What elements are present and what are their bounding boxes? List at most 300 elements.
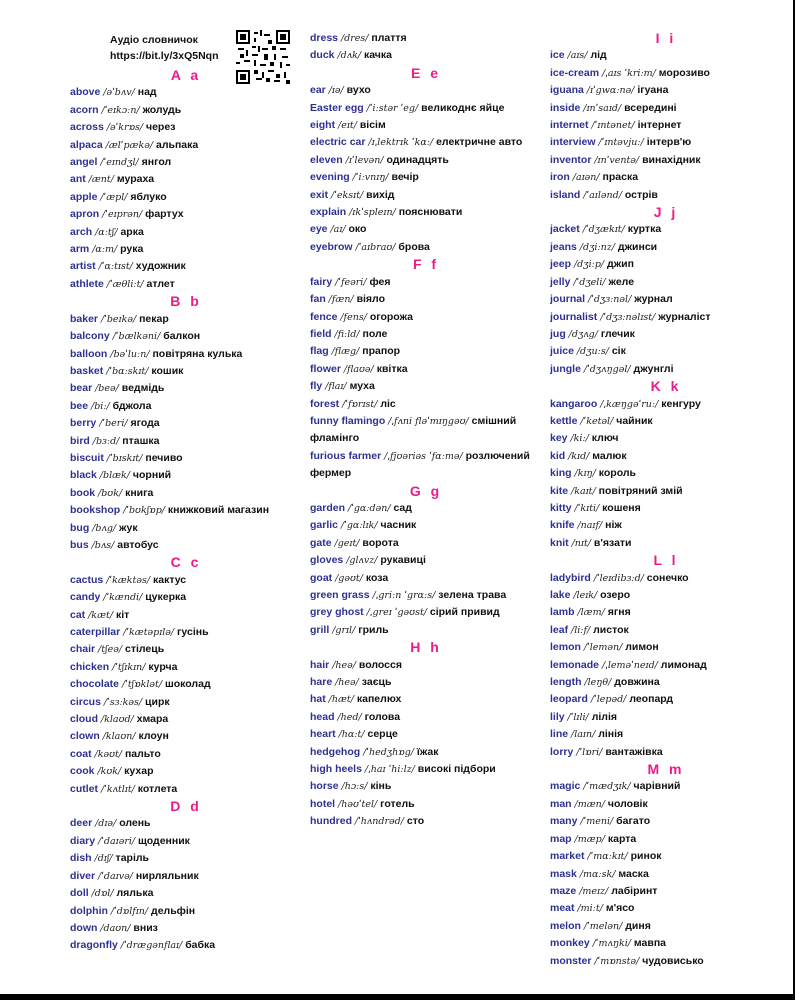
entry-word: doll <box>70 887 89 900</box>
entry-translation: джунглі <box>633 362 674 375</box>
entry-transcription: /ˌaɪs ˈkriːm/ <box>601 67 656 79</box>
entry-word: diary <box>70 834 96 847</box>
entry-transcription: /ˈgɑːdən/ <box>347 502 391 514</box>
entry-translation: лід <box>590 49 607 62</box>
dictionary-entry <box>70 868 302 885</box>
entry-transcription: /eɪt/ <box>338 120 357 132</box>
entry-word: internet <box>550 119 589 132</box>
entry-word: high heels <box>310 763 362 776</box>
entry-translation: їжак <box>416 745 439 758</box>
entry-word: market <box>550 850 585 863</box>
dictionary-entry <box>550 134 782 151</box>
entry-transcription: /bʌs/ <box>91 539 115 551</box>
entry-word: maze <box>550 884 577 897</box>
dictionary-entry <box>550 570 782 587</box>
dictionary-entry <box>550 778 782 795</box>
entry-word: cloud <box>70 713 98 726</box>
entry-translation: сонечко <box>646 571 689 584</box>
entry-translation: стілець <box>125 643 165 656</box>
qr-code-icon <box>236 30 290 84</box>
entry-word: athlete <box>70 277 104 290</box>
entry-word: field <box>310 327 332 340</box>
entry-transcription: /ˈkætəpɪlə/ <box>123 627 175 638</box>
entry-word: deer <box>70 817 93 830</box>
entry-word: ant <box>70 173 86 186</box>
entry-word: biscuit <box>70 451 104 464</box>
entry-transcription: /ˈdrægənflaɪ/ <box>120 940 183 952</box>
entry-transcription: /hed/ <box>337 711 362 723</box>
entry-translation: заєць <box>361 676 392 689</box>
entry-translation: цукерка <box>145 591 187 604</box>
entry-translation: повітряна кулька <box>152 347 243 360</box>
entry-translation: в'язати <box>593 536 632 549</box>
entry-word: electric car <box>310 136 366 149</box>
entry-word: jeans <box>550 240 577 253</box>
entry-transcription: /ælˈpækə/ <box>105 139 154 151</box>
entry-transcription: /ˈmɑːkɪt/ <box>587 851 628 863</box>
entry-translation: гусінь <box>177 626 209 638</box>
entry-transcription: /ˈlemən/ <box>583 642 623 654</box>
entry-translation: чайник <box>616 414 653 427</box>
entry-word: kid <box>550 449 566 462</box>
entry-translation: м'ясо <box>605 902 635 915</box>
entry-transcription: /ˈbælkəni/ <box>112 331 161 343</box>
entry-translation: пояснювати <box>398 206 463 219</box>
entry-word: jungle <box>550 362 581 375</box>
entry-transcription: /kaɪt/ <box>571 485 596 497</box>
entry-translation: вантажівка <box>605 745 663 758</box>
entry-transcription: /nɪt/ <box>571 537 591 549</box>
dictionary-entry <box>70 833 302 850</box>
dictionary-entry <box>70 694 302 711</box>
entry-transcription: /ˌfʌni fləˈmɪŋgəʊ/ <box>388 415 469 427</box>
dictionary-entry <box>70 676 302 693</box>
dictionary-entry <box>550 587 782 604</box>
entry-word: knit <box>550 536 569 549</box>
entry-translation: довжина <box>614 676 660 689</box>
entry-transcription: /blæk/ <box>99 470 130 482</box>
entry-translation: маска <box>618 867 649 880</box>
dictionary-entry <box>550 848 782 865</box>
entry-translation: книга <box>125 486 154 499</box>
entry-word: lorry <box>550 745 574 758</box>
dictionary-entry <box>310 326 542 343</box>
dictionary-entry <box>310 674 542 691</box>
entry-word: eight <box>310 119 336 132</box>
dictionary-entry <box>550 465 782 482</box>
letter-heading: H h <box>410 639 442 656</box>
entry-word: bee <box>70 399 89 412</box>
entry-translation: квітка <box>376 362 408 375</box>
dictionary-entry <box>310 82 542 99</box>
audio-dictionary-link[interactable]: https://bit.ly/3xQ5Nqn <box>110 50 219 62</box>
entry-translation: ведмідь <box>121 382 165 395</box>
entry-transcription: /ˈberi/ <box>99 418 128 430</box>
entry-transcription: /ˈdʒɜːnəl/ <box>587 294 632 306</box>
entry-transcription: /flaʊə/ <box>343 363 374 375</box>
entry-transcription: /həʊˈtel/ <box>338 798 378 810</box>
entry-word: fly <box>310 380 323 393</box>
dictionary-entry <box>70 311 302 328</box>
entry-word: alpaca <box>70 138 103 151</box>
entry-translation: лимонад <box>660 658 707 671</box>
entry-word: interview <box>550 136 596 149</box>
entry-word: lemonade <box>550 658 600 671</box>
entry-translation: розлючений фермер <box>310 449 530 480</box>
entry-translation: клоун <box>138 730 169 743</box>
entry-word: clown <box>70 730 100 743</box>
audio-dictionary-title: Аудіо словничок <box>110 34 198 46</box>
entry-translation: журналіст <box>658 310 711 323</box>
entry-translation: плаття <box>371 32 407 44</box>
entry-transcription: /kiː/ <box>570 433 589 445</box>
entry-word: cutlet <box>70 782 99 795</box>
entry-transcription: /daʊn/ <box>100 922 131 934</box>
dictionary-entry <box>310 30 542 47</box>
entry-transcription: /ɪˈgwɑːnə/ <box>586 85 635 97</box>
entry-translation: вісім <box>359 119 386 132</box>
dictionary-entry <box>550 256 782 273</box>
entry-translation: желе <box>608 275 635 288</box>
entry-word: bus <box>70 538 89 551</box>
entry-translation: голова <box>364 710 401 723</box>
entry-translation: ягода <box>130 417 160 430</box>
entry-word: baker <box>70 312 99 325</box>
entry-word: green grass <box>310 589 370 601</box>
entry-word: hair <box>310 658 330 671</box>
dictionary-entry <box>70 920 302 937</box>
entry-translation: таріль <box>115 852 149 865</box>
dictionary-entry <box>310 100 542 117</box>
entry-transcription: /liːf/ <box>571 624 591 636</box>
entry-word: apron <box>70 208 100 221</box>
entry-transcription: /ɪnˈsaɪd/ <box>583 102 622 114</box>
entry-word: man <box>550 797 572 810</box>
dictionary-entry <box>310 291 542 308</box>
entry-word: journal <box>550 293 586 306</box>
entry-translation: вихід <box>366 188 395 201</box>
header-block <box>70 30 302 67</box>
entry-word: garden <box>310 501 346 514</box>
dictionary-entry <box>70 328 302 345</box>
letter-heading: L l <box>653 552 679 569</box>
entry-transcription: /naɪf/ <box>577 520 603 532</box>
entry-translation: ніж <box>605 519 622 532</box>
entry-transcription: /ˈiːstər ˈeg/ <box>366 102 419 114</box>
entry-word: eye <box>310 223 328 236</box>
dictionary-entry <box>310 361 542 378</box>
entry-translation: віяло <box>356 293 386 306</box>
entry-word: book <box>70 486 96 499</box>
dictionary-entry <box>550 639 782 656</box>
entry-translation: художник <box>135 260 186 273</box>
dictionary-entry <box>550 674 782 691</box>
entry-word: diver <box>70 869 96 882</box>
entry-translation: ринок <box>630 850 662 863</box>
letter-heading: J j <box>653 204 679 221</box>
entry-transcription: /dʒuːs/ <box>576 346 609 358</box>
dictionary-entry <box>550 691 782 708</box>
entry-transcription: /mæn/ <box>574 798 605 810</box>
dictionary-entry <box>550 796 782 813</box>
entry-transcription: /ˈleɪdibɜːd/ <box>593 572 644 584</box>
entry-transcription: /ˈfɒrɪst/ <box>342 398 378 410</box>
entry-transcription: /ˈeɪprən/ <box>102 209 143 221</box>
entry-word: balloon <box>70 347 108 360</box>
entry-word: hedgehog <box>310 745 361 758</box>
entry-transcription: /kɪd/ <box>568 450 590 462</box>
entry-word: balcony <box>70 330 110 343</box>
entry-translation: чоловік <box>607 797 648 810</box>
entry-transcription: /heə/ <box>335 677 359 689</box>
entry-transcription: /miːt/ <box>577 903 603 915</box>
entry-transcription: /ɪkˈspleɪn/ <box>349 207 396 219</box>
entry-transcription: /kɪŋ/ <box>574 468 596 480</box>
entry-transcription: /læm/ <box>577 607 605 619</box>
dictionary-entry <box>310 274 542 291</box>
entry-word: monkey <box>550 937 590 950</box>
entry-transcription: /ˌgreɪ ˈgəʊst/ <box>366 607 427 619</box>
entry-word: grill <box>310 623 330 636</box>
entry-word: cook <box>70 765 95 778</box>
entry-translation: острів <box>624 188 658 201</box>
dictionary-entry <box>310 709 542 726</box>
letter-heading: C c <box>170 554 202 571</box>
entry-transcription: /ˈbɪskɪt/ <box>106 452 143 464</box>
entry-transcription: /klaʊn/ <box>102 731 136 743</box>
dictionary-entry <box>550 657 782 674</box>
entry-transcription: /ˈdʒeli/ <box>573 276 606 288</box>
entry-transcription: /aɪ/ <box>330 224 346 236</box>
entry-translation: брова <box>398 240 430 253</box>
dictionary-entry <box>310 309 542 326</box>
entry-translation: рукавиці <box>380 554 426 567</box>
entry-transcription: /ˈsɜːkəs/ <box>103 696 143 708</box>
entry-translation: кенгуру <box>661 397 701 410</box>
entry-word: chicken <box>70 660 110 673</box>
entry-transcription: /hɔːs/ <box>341 781 368 793</box>
dictionary-entry <box>70 380 302 397</box>
entry-word: kitty <box>550 501 572 514</box>
entry-translation: жук <box>119 521 138 534</box>
entry-translation: високі підбори <box>417 763 496 776</box>
entry-word: funny flamingo <box>310 414 386 427</box>
entry-word: ice <box>550 49 565 62</box>
entry-transcription: /ˈhedʒhɒg/ <box>363 746 414 758</box>
letter-heading: A a <box>170 67 202 83</box>
entry-transcription: /ˌgriːn ˈgrɑːs/ <box>372 590 436 601</box>
entry-translation: багато <box>616 815 651 828</box>
entry-transcription: /ˌfjʊəriəs ˈfɑːmə/ <box>384 450 463 462</box>
dictionary-entry <box>310 535 542 552</box>
entry-transcription: /ɪnˈventə/ <box>594 154 640 166</box>
dictionary-entry <box>310 413 542 448</box>
dictionary-entry <box>310 778 542 795</box>
entry-transcription: /mæp/ <box>574 833 605 845</box>
entry-transcription: /ˈbeɪkə/ <box>100 313 137 325</box>
entry-translation: кінь <box>370 780 392 793</box>
entry-transcription: /ˈɪntəvjuː/ <box>598 137 644 149</box>
entry-translation: серце <box>367 728 398 741</box>
dictionary-entry <box>70 206 302 223</box>
entry-translation: хмара <box>136 713 169 726</box>
entry-transcription: /mɑːsk/ <box>579 868 616 880</box>
entry-transcription: /grɪl/ <box>332 624 356 636</box>
entry-transcription: /bʊk/ <box>98 487 123 499</box>
entry-word: hundred <box>310 815 352 828</box>
entry-transcription: /aɪs/ <box>567 50 588 62</box>
entry-word: bird <box>70 434 90 447</box>
entry-word: kangaroo <box>550 397 598 410</box>
dictionary-entry <box>70 398 302 415</box>
letter-heading: K k <box>650 378 682 395</box>
entry-word: head <box>310 710 335 723</box>
entry-translation: електричне авто <box>436 136 523 149</box>
entry-word: inside <box>550 101 581 114</box>
dictionary-entry <box>550 866 782 883</box>
entry-translation: сто <box>406 815 425 828</box>
entry-translation: кіт <box>115 608 130 621</box>
entry-transcription: /ˈkɪti/ <box>574 502 600 514</box>
dictionary-entry <box>310 796 542 813</box>
entry-translation: джип <box>607 258 634 271</box>
letter-heading: G g <box>409 482 443 499</box>
entry-word: berry <box>70 417 97 430</box>
entry-translation: глечик <box>600 327 635 340</box>
dictionary-entry <box>310 761 542 778</box>
entry-transcription: /ˈlɒri/ <box>576 746 603 758</box>
entry-transcription: /heə/ <box>332 659 356 671</box>
entry-word: juice <box>550 345 574 358</box>
entry-word: hotel <box>310 797 336 810</box>
entry-word: lily <box>550 710 565 723</box>
entry-translation: арка <box>120 225 144 238</box>
entry-transcription: /geɪt/ <box>334 537 360 549</box>
entry-word: flag <box>310 345 329 358</box>
entry-translation: гриль <box>358 623 389 636</box>
entry-translation: фея <box>369 275 391 288</box>
entry-translation: альпака <box>156 138 199 151</box>
dictionary-entry <box>310 117 542 134</box>
entry-word: journalist <box>550 310 598 323</box>
entry-translation: сад <box>393 501 412 514</box>
dictionary-entry <box>70 537 302 554</box>
dictionary-entry <box>310 552 542 569</box>
entry-transcription: /ˈhʌndrəd/ <box>354 816 404 828</box>
entry-translation: праска <box>602 171 639 184</box>
entry-transcription: /ˌkæŋgəˈruː/ <box>600 398 659 410</box>
dictionary-entry <box>70 903 302 920</box>
dictionary-entry <box>70 746 302 763</box>
dictionary-entry <box>70 224 302 241</box>
entry-word: bear <box>70 382 93 395</box>
entry-translation: автобус <box>117 538 159 551</box>
entry-translation: щоденник <box>138 834 190 847</box>
entry-word: duck <box>310 49 335 62</box>
entry-translation: цирк <box>145 695 170 708</box>
dictionary-entry <box>550 291 782 308</box>
entry-translation: чудовисько <box>642 954 704 967</box>
dictionary-entry <box>70 781 302 798</box>
entry-transcription: /ˈmædʒɪk/ <box>583 781 631 793</box>
dictionary-entry <box>550 935 782 952</box>
letter-heading: F f <box>412 256 440 273</box>
entry-translation: бджола <box>112 399 152 412</box>
dictionary-entry <box>70 415 302 432</box>
entry-translation: сік <box>611 345 626 358</box>
entry-word: inventor <box>550 153 592 166</box>
entry-transcription: /ˈiːvnɪŋ/ <box>352 172 389 184</box>
entry-translation: готель <box>380 797 415 810</box>
entry-translation: прапор <box>362 345 401 358</box>
dictionary-entry <box>310 570 542 587</box>
entry-translation: волосся <box>358 658 402 671</box>
entry-translation: печиво <box>145 451 183 464</box>
entry-word: black <box>70 469 97 482</box>
dictionary-entry <box>70 137 302 154</box>
entry-translation: книжковий магазин <box>167 504 270 517</box>
entry-word: monster <box>550 954 592 967</box>
entry-transcription: /ɪə/ <box>328 85 344 97</box>
dictionary-entry <box>70 485 302 502</box>
dictionary-entry <box>550 326 782 343</box>
dictionary-entry <box>70 763 302 780</box>
entry-translation: через <box>146 121 176 134</box>
entry-word: line <box>550 728 569 741</box>
entry-translation: рука <box>120 243 144 256</box>
entry-transcription: /glʌvz/ <box>346 555 378 567</box>
entry-transcription: /ˈæθliːt/ <box>106 278 144 290</box>
entry-translation: малюк <box>592 449 627 462</box>
entry-word: fence <box>310 310 338 323</box>
entry-word: iron <box>550 171 570 184</box>
entry-translation: кактус <box>152 573 187 586</box>
entry-translation: озеро <box>600 589 631 601</box>
entry-translation: дельфін <box>151 904 196 917</box>
entry-translation: муха <box>349 380 375 393</box>
entry-translation: око <box>348 223 367 236</box>
entry-transcription: /ˈbʊkʃɒp/ <box>123 505 165 517</box>
letter-heading: D d <box>170 798 202 815</box>
dictionary-entry <box>70 607 302 624</box>
entry-word: down <box>70 921 98 934</box>
entry-word: goat <box>310 571 333 584</box>
entry-word: gloves <box>310 554 344 567</box>
entry-translation: атлет <box>146 277 175 290</box>
entry-transcription: /dɒl/ <box>91 888 114 900</box>
dictionary-entry <box>70 346 302 363</box>
entry-word: kettle <box>550 414 578 427</box>
letter-heading: I i <box>655 30 677 46</box>
sections <box>70 67 302 955</box>
dictionary-entry <box>550 483 782 500</box>
entry-transcription: /dɪʃ/ <box>94 853 113 865</box>
entry-translation: лінія <box>598 728 624 741</box>
dictionary-entry <box>70 154 302 171</box>
entry-translation: інтерв'ю <box>646 136 692 149</box>
entry-word: ice-cream <box>550 66 600 79</box>
dictionary-entry <box>550 831 782 848</box>
dictionary-entry <box>70 171 302 188</box>
entry-transcription: /əˈbʌv/ <box>103 87 135 99</box>
entry-transcription: /bɜːd/ <box>92 435 120 447</box>
entry-word: bug <box>70 521 90 534</box>
entry-word: garlic <box>310 519 339 532</box>
entry-translation: кошеня <box>602 501 641 514</box>
entry-word: chair <box>70 643 96 656</box>
dictionary-entry <box>70 589 302 606</box>
entry-word: knife <box>550 519 575 532</box>
